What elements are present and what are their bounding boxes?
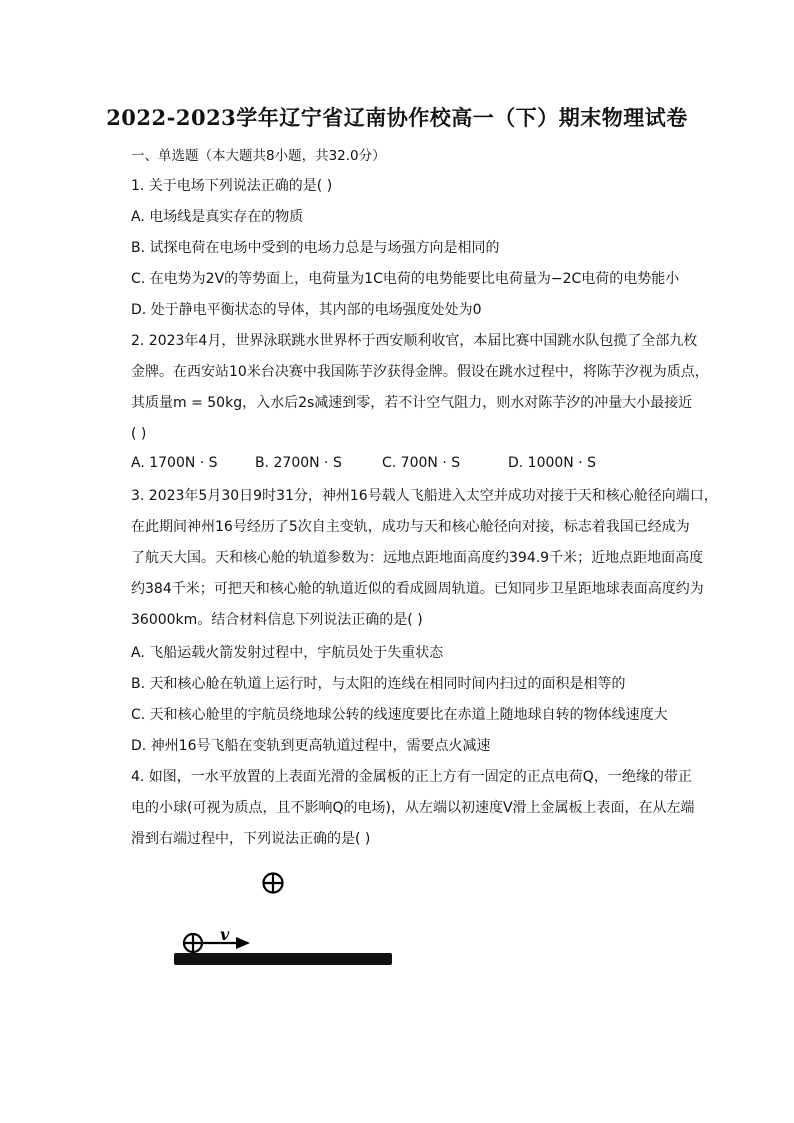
q2-options bbox=[131, 455, 611, 475]
q3-option-a: A. 飞船运载火箭发射过程中，宇航员处于失重状态 bbox=[131, 645, 444, 661]
q3-option-b: B. 天和核心舱在轨道上运行时，与太阳的连线在相同时间内扫过的面积是相等的 bbox=[131, 676, 626, 692]
q1-option-d: D. 处于静电平衡状态的导体，其内部的电场强度处处为0 bbox=[131, 302, 482, 318]
q2-stem-line-2: 金牌。在西安站10米台决赛中我国陈芋汐获得金牌。假设在跳水过程中，将陈芋汐视为质点， bbox=[131, 364, 709, 380]
q3-stem-line-3: 了航天大国。天和核心舱的轨道参数为：远地点距地面高度约394.9千米；近地点距地面高度 bbox=[131, 550, 704, 566]
charged-ball-icon bbox=[184, 934, 202, 952]
metal-plate bbox=[174, 953, 392, 965]
fixed-positive-charge-icon bbox=[264, 874, 283, 893]
q3-option-d: D. 神州16号飞船在变轨到更高轨道过程中，需要点火减速 bbox=[131, 738, 491, 754]
q2-stem-line-3: 其质量m = 50kg，入水后2s减速到零，若不计空气阻力，则水对陈芋汐的冲量大小最接近 bbox=[131, 395, 693, 411]
q2-option-d: D. 1000N · S bbox=[508, 455, 597, 471]
q2-stem-line-1: 2. 2023年4月，世界泳联跳水世界杯于西安顺利收官，本届比赛中国跳水队包揽了全部九枚 bbox=[131, 333, 698, 349]
exam-title: 2022-2023学年辽宁省辽南协作校高一（下）期末物理试卷 bbox=[106, 105, 688, 130]
q4-stem-line-2: 电的小球(可视为质点，且不影响Q的电场)，从左端以初速度V滑上金属板上表面，在从左端 bbox=[131, 800, 695, 816]
q4-stem-line-3: 滑到右端过程中，下列说法正确的是( ) bbox=[131, 831, 371, 847]
q1-stem: 1. 关于电场下列说法正确的是( ) bbox=[131, 178, 333, 194]
q2-option-c: C. 700N · S bbox=[382, 455, 461, 471]
q3-stem-line-1: 3. 2023年5月30日9时31分，神州16号载人飞船进入太空并成功对接于天和核心舱径向端口， bbox=[131, 488, 718, 504]
q1-option-c: C. 在电势为2V的等势面上，电荷量为1C电荷的电势能要比电荷量为−2C电荷的电势能小 bbox=[131, 271, 680, 287]
q4-stem-line-1: 4. 如图，一水平放置的上表面光滑的金属板的正上方有一固定的正点电荷Q，一绝缘的带正 bbox=[131, 769, 692, 785]
q1-option-b: B. 试探电荷在电场中受到的电场力总是与场强方向是相同的 bbox=[131, 240, 500, 256]
q4-figure bbox=[170, 868, 400, 973]
q2-stem-line-4: ( ) bbox=[131, 426, 147, 442]
q3-stem-line-5: 36000km。结合材料信息下列说法正确的是( ) bbox=[131, 612, 423, 628]
q3-option-c: C. 天和核心舱里的宇航员绕地球公转的线速度要比在赤道上随地球自转的物体线速度大 bbox=[131, 707, 668, 723]
velocity-label: v bbox=[220, 925, 230, 944]
q3-stem-line-2: 在此期间神州16号经历了5次自主变轨，成功与天和核心舱径向对接，标志着我国已经成为 bbox=[131, 519, 690, 535]
q2-option-b: B. 2700N · S bbox=[255, 455, 342, 471]
q2-option-a: A. 1700N · S bbox=[131, 455, 218, 471]
q3-stem-line-4: 约384千米；可把天和核心舱的轨道近似的看成圆周轨道。已知同步卫星距地球表面高度约为 bbox=[131, 581, 704, 597]
q1-option-a: A. 电场线是真实存在的物质 bbox=[131, 209, 304, 225]
section-header: 一、单选题（本大题共8小题，共32.0分） bbox=[131, 148, 386, 164]
